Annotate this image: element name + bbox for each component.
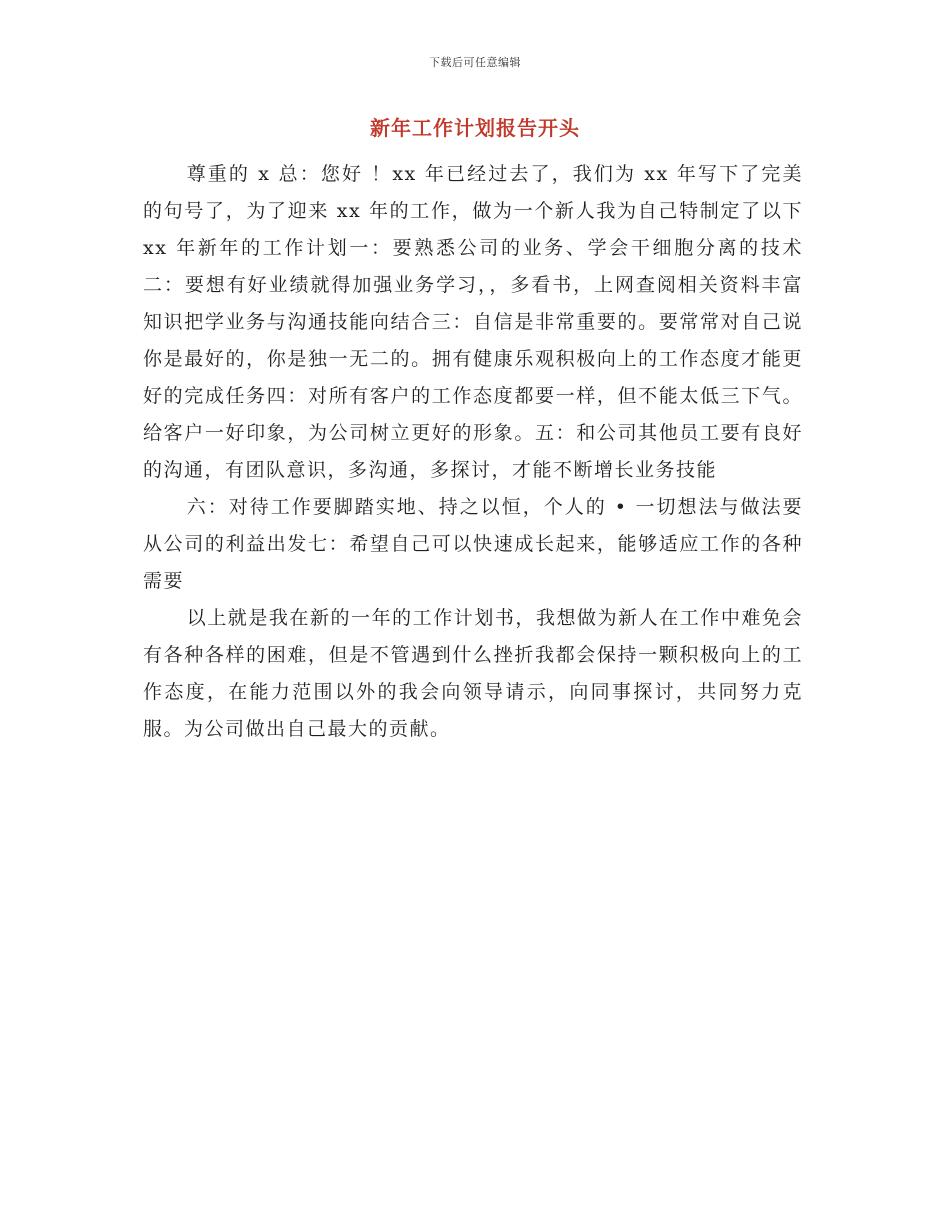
- paragraph-3: 以上就是我在新的一年的工作计划书，我想做为新人在工作中难免会有各种各样的困难，但是不管遇到什么挫折我都会保持一颗积极向上的工作态度，在能力范围以外的我会向领导请示，向同事探讨，共同努力克服。为公司做出自己最大的贡献。: [143, 607, 803, 740]
- header-note: 下载后可任意编辑: [429, 56, 521, 69]
- document-title: 新年工作计划报告开头: [370, 116, 580, 140]
- paragraph-1: 尊重的 x 总：您好 ！xx 年已经过去了，我们为 xx 年写下了完美的句号了，为了迎来 xx 年的工作，做为一个新人我为自己特制定了以下 xx 年新年的工作计划一：要熟悉公司的业务、学会干细胞分离的技术二：要想有好业绩就得加强业务学习，，多看书，上网查阅相关资料丰富知识把学业务与沟通技能向结合三：自信是非常重要的。要常常对自己说你是最好的，你是独一无二的。拥有健康乐观积极向上的工作态度才能更好的完成任务四：对所有客户的工作态度都要一样，但不能太低三下气。给客户一好印象，为公司树立更好的形象。五：和公司其他员工要有良好的沟通，有团队意识，多沟通，多探讨，才能不断增长业务技能: [143, 163, 803, 481]
- paragraph-2: 六：对待工作要脚踏实地、持之以恒，个人的 • 一切想法与做法要从公司的利益出发七：希望自己可以快速成长起来，能够适应工作的各种需要: [143, 496, 803, 592]
- document-body: [143, 156, 803, 748]
